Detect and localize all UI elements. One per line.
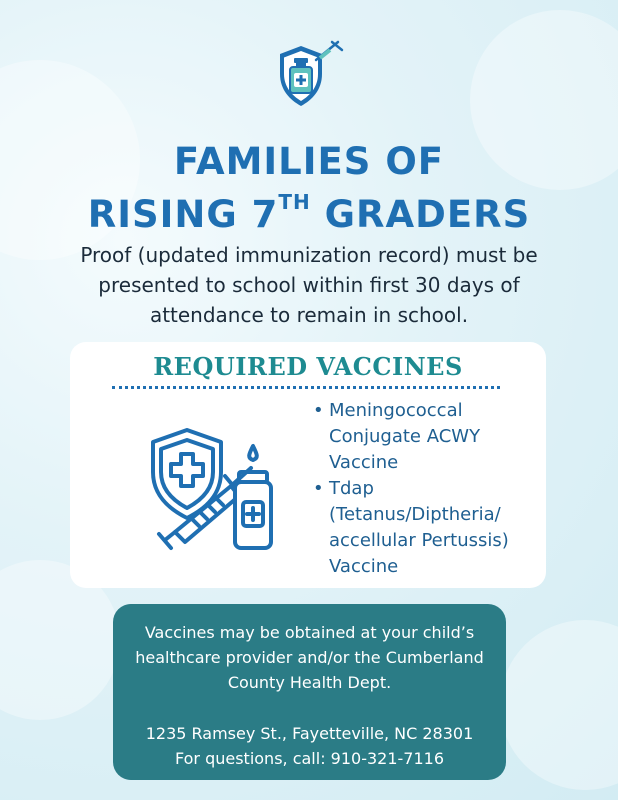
intro-text: Proof (updated immunization record) must be presented to school within first 30 days of attendance to remain in school. <box>80 243 538 327</box>
address-text: 1235 Ramsey St., Fayetteville, NC 28301 <box>145 724 474 743</box>
vaccine-item-tdap: • Tdap (Tetanus/Diptheria/ accellular Pertussis) Vaccine <box>313 476 543 580</box>
shield-vaccine-icon <box>270 38 348 116</box>
page-title-line1: FAMILIES OF <box>173 140 445 183</box>
shield-syringe-vial-icon <box>145 424 285 554</box>
title-superscript: TH <box>278 190 311 214</box>
title-line2-prefix: RISING 7 <box>87 193 279 236</box>
dotted-divider <box>112 386 500 389</box>
title-line2-suffix: GRADERS <box>310 193 531 236</box>
page-title-line2 <box>0 190 618 236</box>
info-box <box>113 604 506 780</box>
bg-bubble <box>500 620 618 790</box>
contact-block <box>123 721 496 771</box>
required-vaccines-heading: REQUIRED VACCINES <box>153 352 463 381</box>
required-vaccines-card <box>70 342 546 588</box>
phone-text: For questions, call: 910-321-7116 <box>174 749 445 768</box>
availability-text: Vaccines may be obtained at your child’s healthcare provider and/or the Cumberland County Health Dept. <box>135 623 484 692</box>
vaccine-item-meningococcal: • Meningococcal Conjugate ACWY Vaccine <box>313 398 543 476</box>
vaccine-list <box>313 398 543 580</box>
